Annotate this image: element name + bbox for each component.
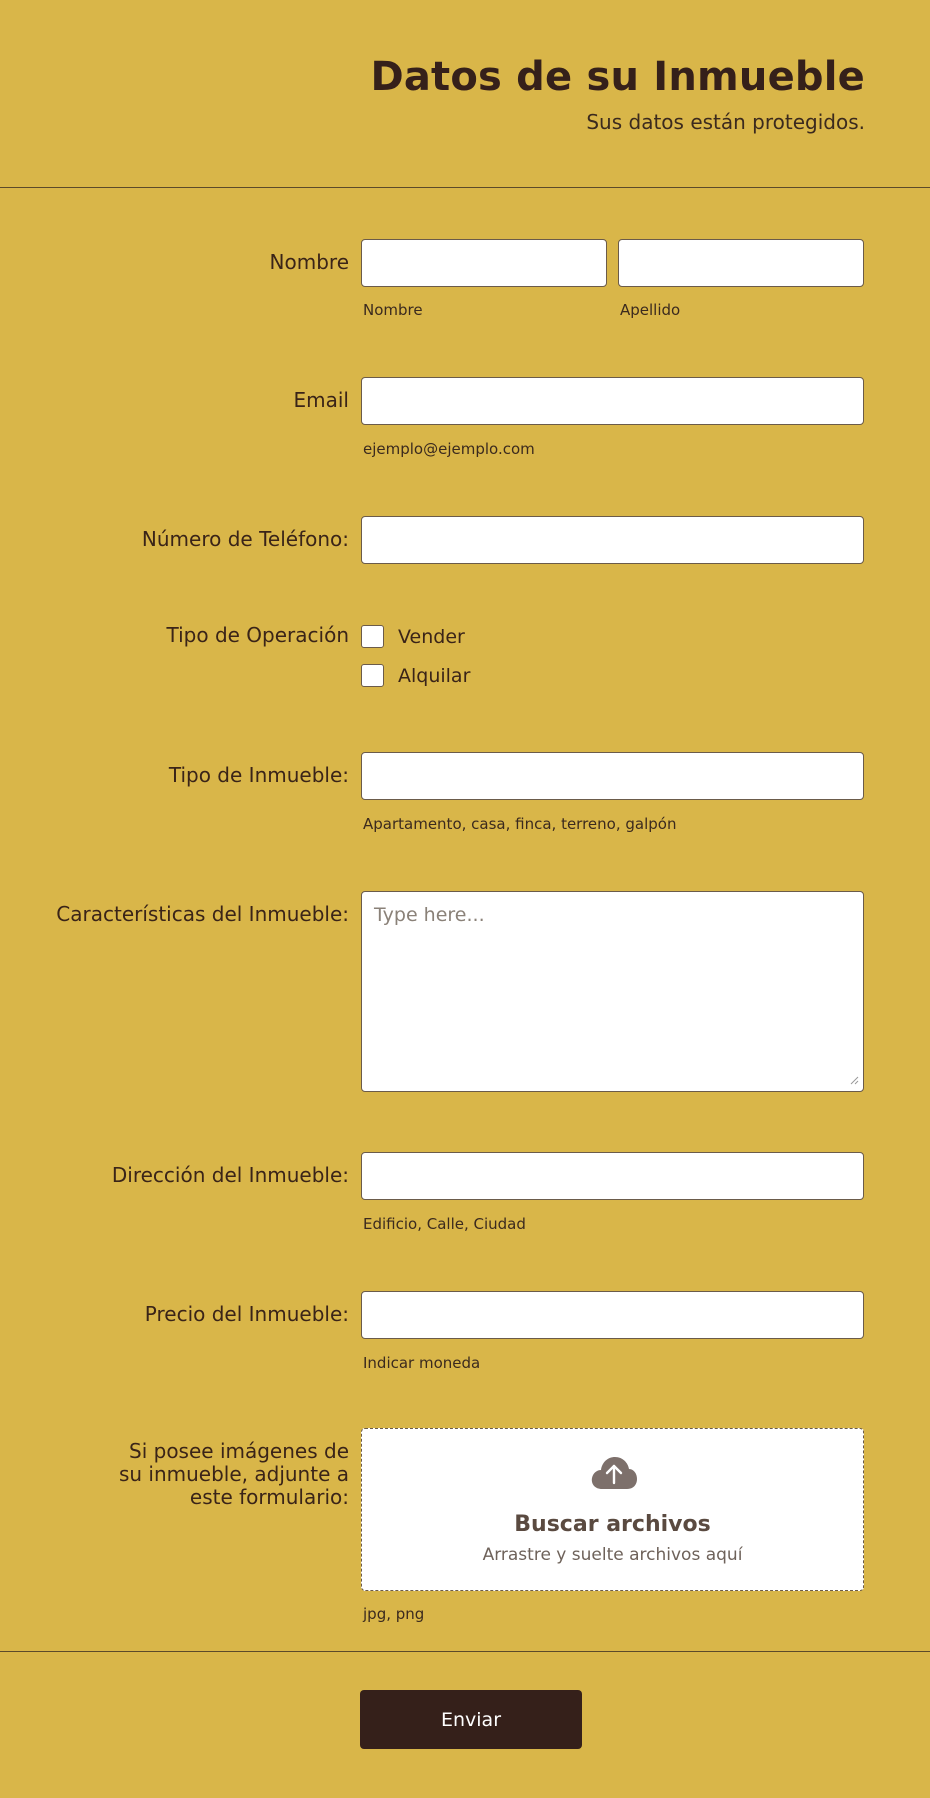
vender-label: Vender	[398, 625, 465, 648]
address-hint: Edificio, Calle, Ciudad	[363, 1215, 526, 1233]
price-label: Precio del Inmueble:	[144, 1302, 349, 1326]
address-label: Dirección del Inmueble:	[111, 1163, 349, 1187]
resize-handle-icon[interactable]	[849, 1075, 859, 1085]
vender-checkbox[interactable]	[361, 625, 384, 648]
option-vender[interactable]	[361, 625, 465, 648]
price-hint: Indicar moneda	[363, 1354, 481, 1372]
features-textarea[interactable]	[361, 891, 864, 1092]
features-label: Características del Inmueble:	[56, 902, 349, 926]
first-name-hint: Nombre	[363, 301, 423, 319]
file-upload-dropzone[interactable]	[361, 1428, 864, 1591]
upload-title: Buscar archivos	[514, 1512, 711, 1537]
nombre-label: Nombre	[269, 250, 349, 274]
page-title: Datos de su Inmueble	[370, 54, 865, 100]
alquilar-label: Alquilar	[398, 664, 471, 687]
phone-input[interactable]	[361, 516, 864, 564]
property-type-label: Tipo de Inmueble:	[168, 763, 349, 787]
footer-divider	[0, 1651, 930, 1652]
first-name-input[interactable]	[361, 239, 607, 287]
email-hint: ejemplo@ejemplo.com	[363, 440, 535, 458]
property-type-hint: Apartamento, casa, finca, terreno, galpón	[363, 815, 677, 833]
form-header	[0, 0, 930, 188]
price-input[interactable]	[361, 1291, 864, 1339]
phone-label: Número de Teléfono:	[141, 527, 349, 551]
alquilar-checkbox[interactable]	[361, 664, 384, 687]
email-input[interactable]	[361, 377, 864, 425]
property-type-input[interactable]	[361, 752, 864, 800]
page-subtitle: Sus datos están protegidos.	[586, 110, 865, 134]
email-label: Email	[293, 388, 349, 412]
address-input[interactable]	[361, 1152, 864, 1200]
option-alquilar[interactable]	[361, 664, 470, 687]
upload-subtitle: Arrastre y suelte archivos aquí	[482, 1545, 743, 1565]
last-name-input[interactable]	[618, 239, 864, 287]
cloud-upload-icon	[590, 1455, 638, 1491]
last-name-hint: Apellido	[620, 301, 681, 319]
operation-type-label: Tipo de Operación	[166, 623, 349, 647]
submit-button[interactable]: Enviar	[360, 1690, 582, 1749]
file-types-hint: jpg, png	[363, 1605, 425, 1623]
images-label: Si posee imágenes de su inmueble, adjunte a este formulario:	[118, 1439, 349, 1509]
